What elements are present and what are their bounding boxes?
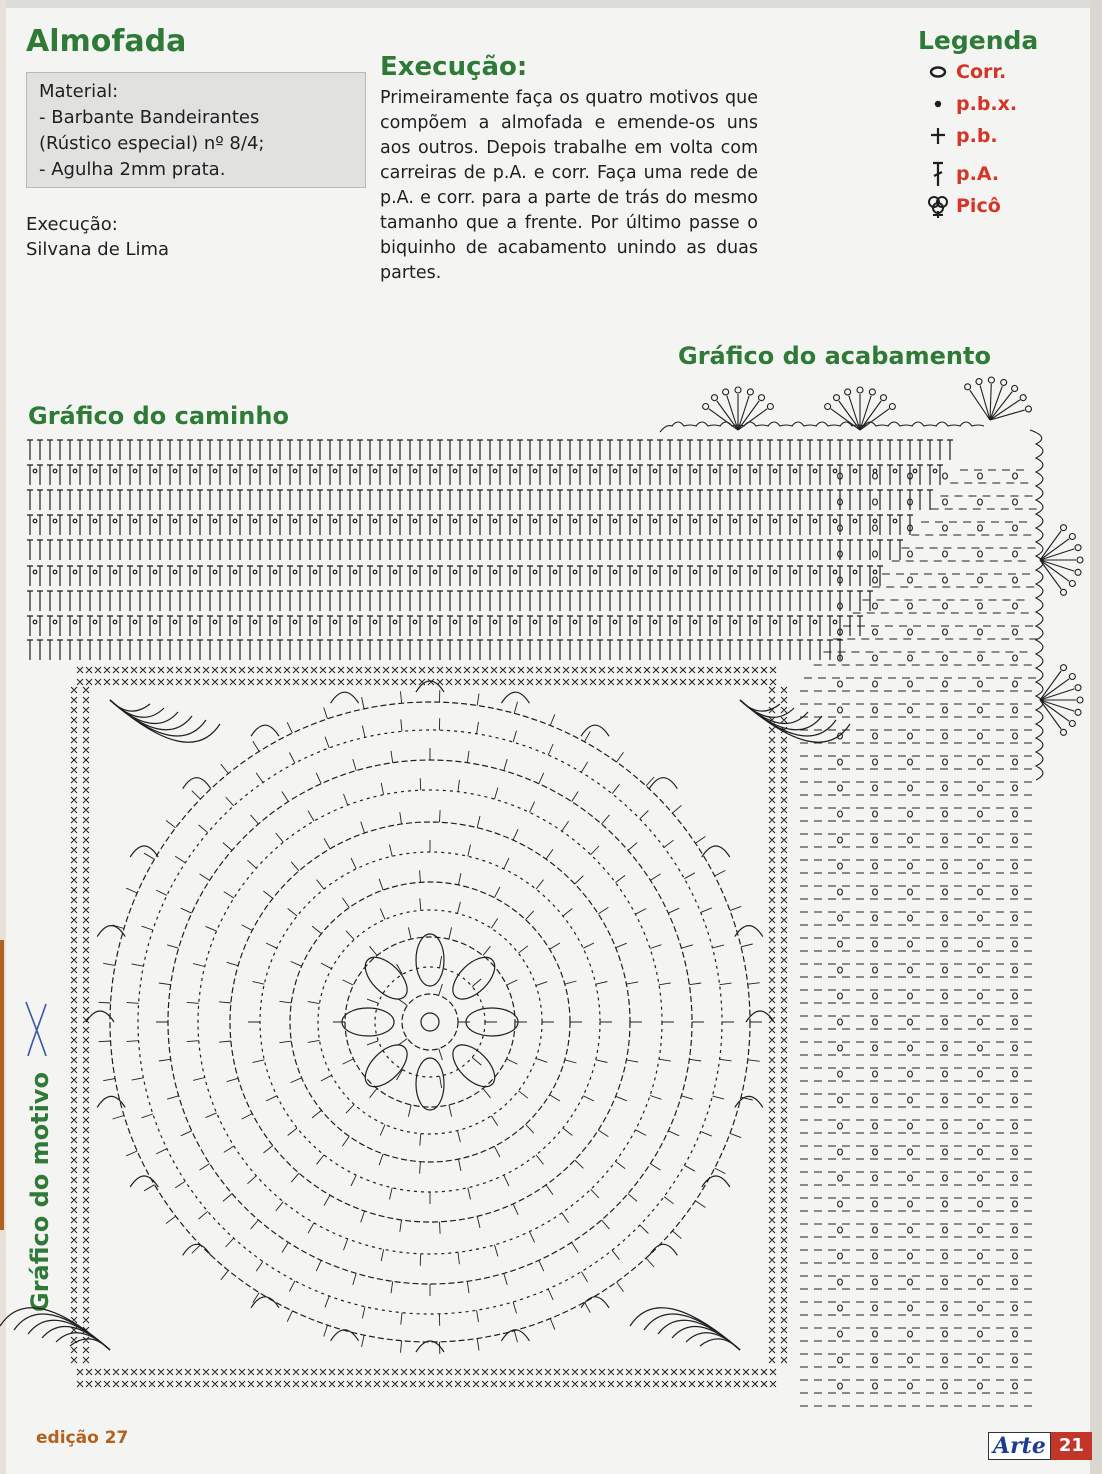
page-title: Almofada xyxy=(26,24,187,59)
execution-text: Primeiramente faça os quatro motivos que compõem a almofada e emende-os uns aos outros. Depois trabalhe em volta com carreiras de p.A. e corr. Faça uma rede de p.A. e corr. para a parte de trás do mesmo tamanho que a frente. Por último passe o biquinho de acabamento unindo as duas partes. xyxy=(380,88,758,283)
material-heading: Material: xyxy=(39,81,119,102)
execution-heading: Execução: xyxy=(380,52,528,82)
heading-caminho: Gráfico do caminho xyxy=(28,402,289,430)
heading-acabamento: Gráfico do acabamento xyxy=(678,342,991,370)
legend-label: Corr. xyxy=(956,61,1007,83)
legend-label: p.b.x. xyxy=(956,93,1018,115)
brand-logo: Arte xyxy=(988,1432,1051,1460)
page-number: 21 xyxy=(1051,1432,1092,1460)
credit-name: Silvana de Lima xyxy=(26,239,170,260)
material-line: - Barbante Bandeirantes xyxy=(39,107,260,128)
heading-motivo: Gráfico do motivo xyxy=(26,1072,54,1312)
credit-heading: Execução: xyxy=(26,214,118,235)
pen-x-mark xyxy=(22,998,52,1060)
legend-label: p.b. xyxy=(956,125,998,147)
path-chart-grid xyxy=(27,440,953,660)
page-footer-badge xyxy=(988,1432,1092,1460)
finishing-chart-grid xyxy=(800,470,1037,1406)
legend-label: Picô xyxy=(956,195,1001,217)
legend-label: p.A. xyxy=(956,163,1000,185)
edition-label: edição 27 xyxy=(36,1428,129,1448)
finishing-scallops xyxy=(660,367,1083,780)
material-line: (Rústico especial) nº 8/4; xyxy=(39,133,265,154)
material-line: - Agulha 2mm prata. xyxy=(39,159,226,180)
motif-chart xyxy=(0,667,850,1387)
legend-heading: Legenda xyxy=(918,26,1039,55)
